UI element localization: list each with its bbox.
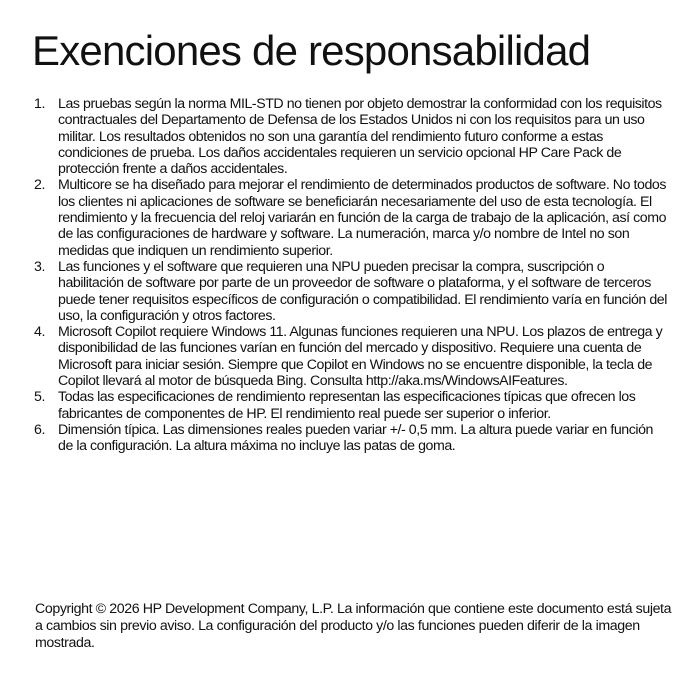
disclaimer-number: 4. bbox=[34, 324, 45, 341]
disclaimer-text: Multicore se ha diseñado para mejorar el rendimiento de determinados productos de software. No todos los clientes ni aplicaciones de software se beneficiarán necesariamente del uso de esta tecnología. El rendimiento y la frecuencia del reloj variarán en función de la carga de trabajo de la aplicación, así como de las configuraciones de hardware y software. La numeración, marca y/o nombre de Intel no son medidas que indiquen un rendimiento superior. bbox=[58, 177, 667, 259]
disclaimer-item bbox=[34, 422, 670, 455]
disclaimer-text: Dimensión típica. Las dimensiones reales pueden variar +/- 0,5 mm. La altura puede variar en función de la configuración. La altura máxima no incluye las patas de goma. bbox=[58, 421, 653, 455]
disclaimer-item bbox=[34, 324, 670, 389]
disclaimer-number: 5. bbox=[34, 389, 45, 406]
disclaimer-list bbox=[34, 96, 670, 455]
disclaimer-number: 1. bbox=[34, 96, 45, 112]
copyright-notice: Copyright © 2026 HP Development Company, L.P. La información que contiene este documento está sujeta a cambios sin previo aviso. La configuración del producto y/o las funciones pueden diferir de la imagen mostrada. bbox=[35, 601, 672, 651]
disclaimer-number: 6. bbox=[34, 421, 45, 438]
disclaimer-text: Las funciones y el software que requieren una NPU pueden precisar la compra, suscripción o habilitación de software por parte de un proveedor de software o plataforma, y el software de terceros puede tener requisitos específicos de configuración o compatibilidad. El rendimiento varía en función del uso, la configuración y otros factores. bbox=[58, 258, 667, 324]
disclaimer-text: Las pruebas según la norma MIL-STD no tienen por objeto demostrar la conformidad con los requisitos contractuales del Departamento de Defensa de los Estados Unidos ni con los requisitos para un uso militar. Los resultados obtenidos no son una garantía del rendimiento futuro conforme a estas condiciones de prueba. Los daños accidentales requieren un servicio opcional HP Care Pack de protección frente a daños accidentales. bbox=[58, 96, 662, 178]
disclaimer-number: 3. bbox=[34, 258, 45, 275]
page-title: Exenciones de responsabilidad bbox=[32, 27, 591, 74]
disclaimer-item bbox=[34, 177, 670, 258]
disclaimer-text: Todas las especificaciones de rendimiento representan las especificaciones típicas que ofrecen los fabricantes de componentes de HP. El rendimiento real puede ser superior o inferior. bbox=[58, 389, 636, 422]
disclaimer-text: Microsoft Copilot requiere Windows 11. Algunas funciones requieren una NPU. Los plazos de entrega y disponibilidad de las funciones varían en función del mercado y dispositivo. Requiere una cuenta de Microsoft para iniciar sesión. Siempre que Copilot en Windows no se encuentre disponible, la tecla de Copilot llevará al motor de búsqueda Bing. Consulta http://aka.ms/WindowsAIFeatures. bbox=[58, 324, 663, 390]
disclaimer-item bbox=[34, 96, 670, 177]
disclaimer-item bbox=[34, 389, 670, 422]
disclaimer-number: 2. bbox=[34, 177, 45, 194]
disclaimer-item bbox=[34, 259, 670, 324]
